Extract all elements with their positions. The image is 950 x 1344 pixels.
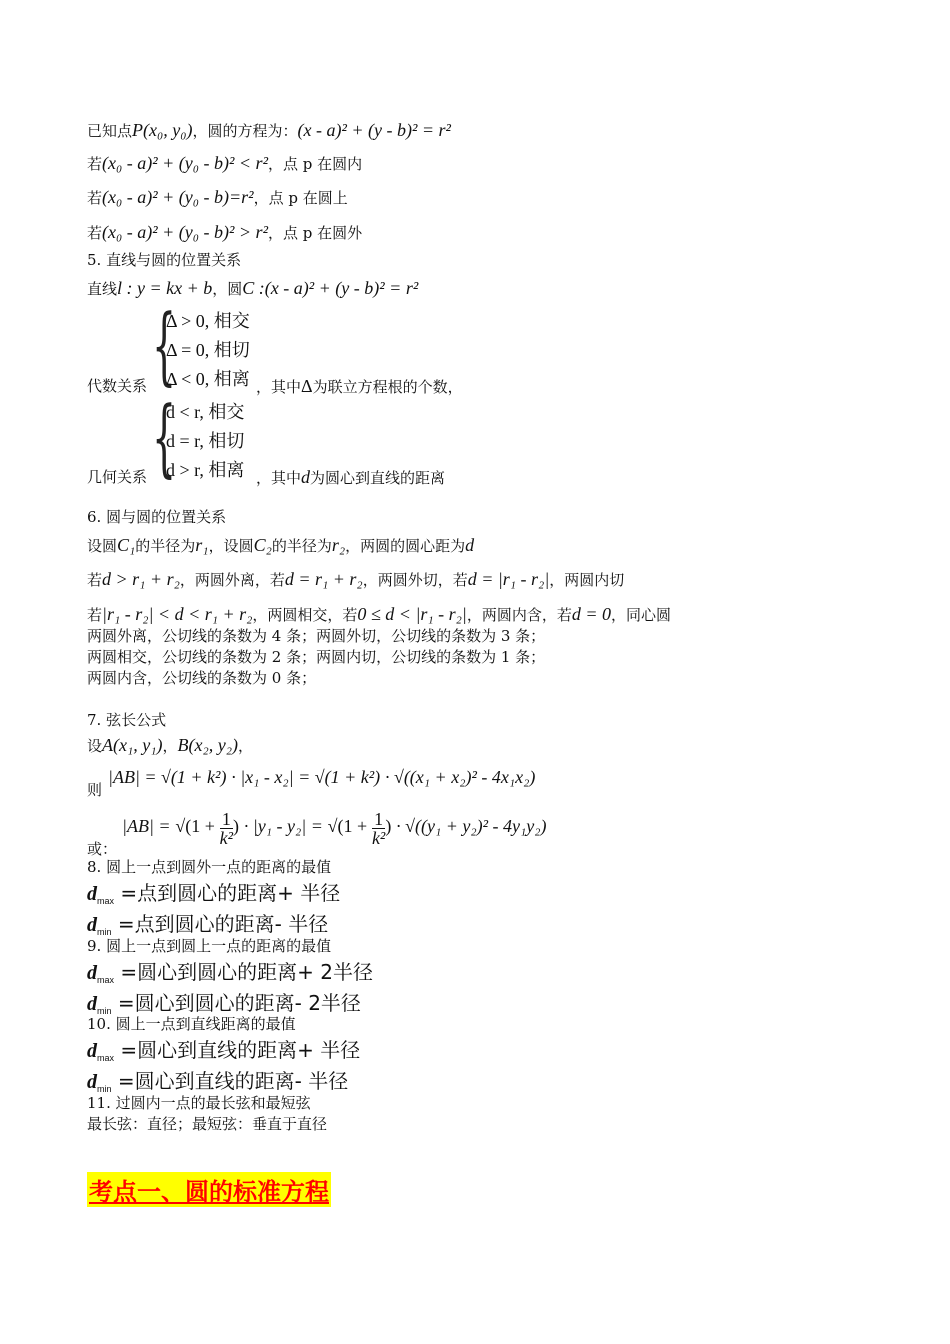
- math-expr: |r₁ - r₂| < d < r₁ + r₂: [102, 604, 253, 624]
- text: =圆心到圆心的距离- 2半径: [117, 991, 361, 1015]
- text: ，点 p 在圆上: [253, 189, 348, 207]
- text: 设: [87, 737, 103, 755]
- topic-heading: 考点一、圆的标准方程: [87, 1172, 331, 1207]
- point-b: B(x₂, y₂): [177, 735, 238, 755]
- math-expr: d = 0: [571, 604, 612, 624]
- delta-symbol: Δ: [301, 376, 313, 396]
- math-expr: d > r₁ + r₂: [102, 569, 180, 589]
- geometry-case-1: d < r, 相交: [166, 402, 245, 422]
- math-expr: (x₀ - a)² + (y₀ - b)=r²: [102, 187, 254, 207]
- fraction: [220, 810, 233, 847]
- text: ，: [238, 737, 254, 755]
- left-brace: {: [152, 296, 177, 394]
- point-a: A(x₁, y₁): [102, 735, 163, 755]
- min-subscript: min: [97, 927, 112, 937]
- text: =点到圆心的距离+ 半径: [120, 881, 341, 905]
- text: 若: [87, 155, 103, 173]
- sec8-max-line: [87, 877, 340, 906]
- line-circle-setup: [87, 278, 418, 299]
- denominator: k²: [371, 827, 386, 848]
- longest-shortest-chord: 最长弦：直径；最短弦：垂直于直径: [87, 1115, 328, 1133]
- point-on-line: [87, 187, 348, 208]
- tangent-count-line-2: 两圆相交，公切线的条数为 2 条；两圆内切，公切线的条数为 1 条；: [87, 648, 546, 666]
- sec10-max-line: [87, 1034, 360, 1063]
- point-inside-line: [87, 153, 362, 174]
- r1-symbol: r₁: [195, 535, 209, 555]
- text: =圆心到直线的距离- 半径: [117, 1069, 349, 1093]
- d-symbol: d: [87, 914, 97, 936]
- text: ，: [162, 737, 178, 755]
- d-symbol: d: [87, 1071, 97, 1093]
- or-label: 或：: [87, 840, 118, 858]
- geometry-note: [256, 467, 445, 488]
- line-equation: l : y = kx + b: [117, 278, 213, 298]
- c2-symbol: C₂: [253, 535, 272, 555]
- text: ，点 p 在圆内: [267, 155, 363, 173]
- algebra-note: [256, 376, 463, 397]
- math-expr: · |x₁ - x₂| = √(1 + k²): [231, 767, 381, 787]
- chord-formula-y: |AB| = √(1 + $\frac{1}{\text{k²}}$ ) · |y₁ - y₂| = √(1 + $\frac{1}{\text{k²}}$ ) · √((y₁ + y₂)² - 4y₁y₂): [122, 808, 547, 848]
- chord-formula-x: [108, 767, 535, 788]
- sec8-min-line: [87, 908, 328, 937]
- math-expr: (x₀ - a)² + (y₀ - b)² > r²: [102, 222, 268, 242]
- min-subscript: min: [97, 1084, 112, 1094]
- sec9-min-line: [87, 987, 361, 1016]
- text: ，两圆外切，若: [362, 571, 468, 589]
- text: =点到圆心的距离- 半径: [117, 912, 329, 936]
- section-8-title: 8. 圆上一点到圆外一点的距离的最值: [87, 858, 332, 876]
- circle-relation-line-2: [87, 604, 671, 625]
- text: ，两圆相交，若: [252, 606, 358, 624]
- section-5-title: 5. 直线与圆的位置关系: [87, 251, 242, 269]
- text: ，两圆内含，若: [466, 606, 572, 624]
- algebra-label: 代数关系: [87, 377, 148, 395]
- algebra-case-2: Δ = 0, 相切: [166, 340, 250, 360]
- circle-circle-setup: [87, 535, 474, 556]
- text: 若: [87, 224, 103, 242]
- max-subscript: max: [97, 975, 115, 985]
- text: =圆心到圆心的距离+ 2半径: [120, 960, 373, 984]
- text: 的半径为: [135, 537, 196, 555]
- math-expr: · √((y₁ + y₂)² - 4y₁y₂): [396, 816, 547, 836]
- text: ，圆的方程为：: [192, 122, 298, 140]
- point-circle-setup: [87, 120, 451, 141]
- text: 若: [87, 189, 103, 207]
- math-expr: · |y₁ - y₂| =: [243, 816, 323, 836]
- text: ，其中: [256, 378, 302, 396]
- text: ，两圆的圆心距为: [345, 537, 466, 555]
- text: 已知点: [87, 122, 133, 140]
- d-symbol: d: [87, 962, 97, 984]
- text: 若: [87, 606, 103, 624]
- text: 的半径为: [271, 537, 332, 555]
- text: 设圆: [87, 537, 118, 555]
- text: ，点 p 在圆外: [267, 224, 363, 242]
- numerator: 1: [372, 810, 385, 829]
- text: =圆心到直线的距离+ 半径: [120, 1038, 361, 1062]
- numerator: 1: [220, 810, 233, 829]
- left-brace: {: [152, 388, 177, 486]
- point-expr: P(x₀, y₀): [132, 120, 193, 140]
- text: ，设圆: [208, 537, 254, 555]
- text: ，圆: [212, 280, 243, 298]
- denominator: k²: [219, 827, 234, 848]
- geometry-case-3: d > r, 相离: [166, 460, 245, 480]
- d-symbol: d: [87, 883, 97, 905]
- d-symbol: d: [465, 535, 475, 555]
- math-expr: 0 ≤ d < |r₁ - r₂|: [357, 604, 467, 624]
- math-expr: 1 +: [343, 816, 368, 836]
- section-7-title: 7. 弦长公式: [87, 711, 167, 729]
- c1-symbol: C₁: [117, 535, 136, 555]
- text: 为联立方程根的个数，: [312, 378, 463, 396]
- tangent-count-line-3: 两圆内含，公切线的条数为 0 条；: [87, 669, 317, 687]
- sec9-max-line: [87, 956, 373, 985]
- math-expr: (x₀ - a)² + (y₀ - b)² < r²: [102, 153, 268, 173]
- geometry-case-2: d = r, 相切: [166, 431, 245, 451]
- max-subscript: max: [97, 896, 115, 906]
- geometry-label: 几何关系: [87, 468, 148, 486]
- chord-setup: [87, 735, 253, 756]
- math-expr: d = |r₁ - r₂|: [467, 569, 550, 589]
- r2-symbol: r₂: [331, 535, 346, 555]
- text: 若: [87, 571, 103, 589]
- max-subscript: max: [97, 1053, 115, 1063]
- d-symbol: d: [301, 467, 311, 487]
- point-outside-line: [87, 222, 362, 243]
- math-expr: · √((x₁ + x₂)² - 4x₁x₂): [384, 767, 536, 787]
- section-10-title: 10. 圆上一点到直线距离的最值: [87, 1015, 296, 1033]
- fraction: [372, 810, 385, 847]
- circle-equation: C :(x - a)² + (y - b)² = r²: [242, 278, 419, 298]
- math-expr: |AB| = √(1 + k²): [108, 767, 227, 787]
- text: ，两圆内切: [549, 571, 625, 589]
- circle-equation: (x - a)² + (y - b)² = r²: [297, 120, 451, 140]
- text: 为圆心到直线的距离: [310, 469, 446, 487]
- text: 直线: [87, 280, 118, 298]
- math-expr: d = r₁ + r₂: [284, 569, 363, 589]
- text: ，同心圆: [611, 606, 672, 624]
- d-symbol: d: [87, 1040, 97, 1062]
- math-expr: |AB| =: [122, 816, 171, 836]
- math-expr: 1 +: [191, 816, 215, 836]
- text: ，其中: [256, 469, 302, 487]
- section-9-title: 9. 圆上一点到圆上一点的距离的最值: [87, 937, 332, 955]
- algebra-case-3: Δ < 0, 相离: [166, 369, 250, 389]
- sec10-min-line: [87, 1065, 348, 1094]
- tangent-count-line-1: 两圆外离，公切线的条数为 4 条；两圆外切，公切线的条数为 3 条；: [87, 627, 546, 645]
- text: ，两圆外离，若: [179, 571, 285, 589]
- circle-relation-line-1: [87, 569, 624, 590]
- d-symbol: d: [87, 993, 97, 1015]
- then-label: 则: [87, 781, 103, 799]
- section-11-title: 11. 过圆内一点的最长弦和最短弦: [87, 1094, 311, 1112]
- min-subscript: min: [97, 1006, 112, 1016]
- algebra-case-1: Δ > 0, 相交: [166, 311, 250, 331]
- section-6-title: 6. 圆与圆的位置关系: [87, 508, 227, 526]
